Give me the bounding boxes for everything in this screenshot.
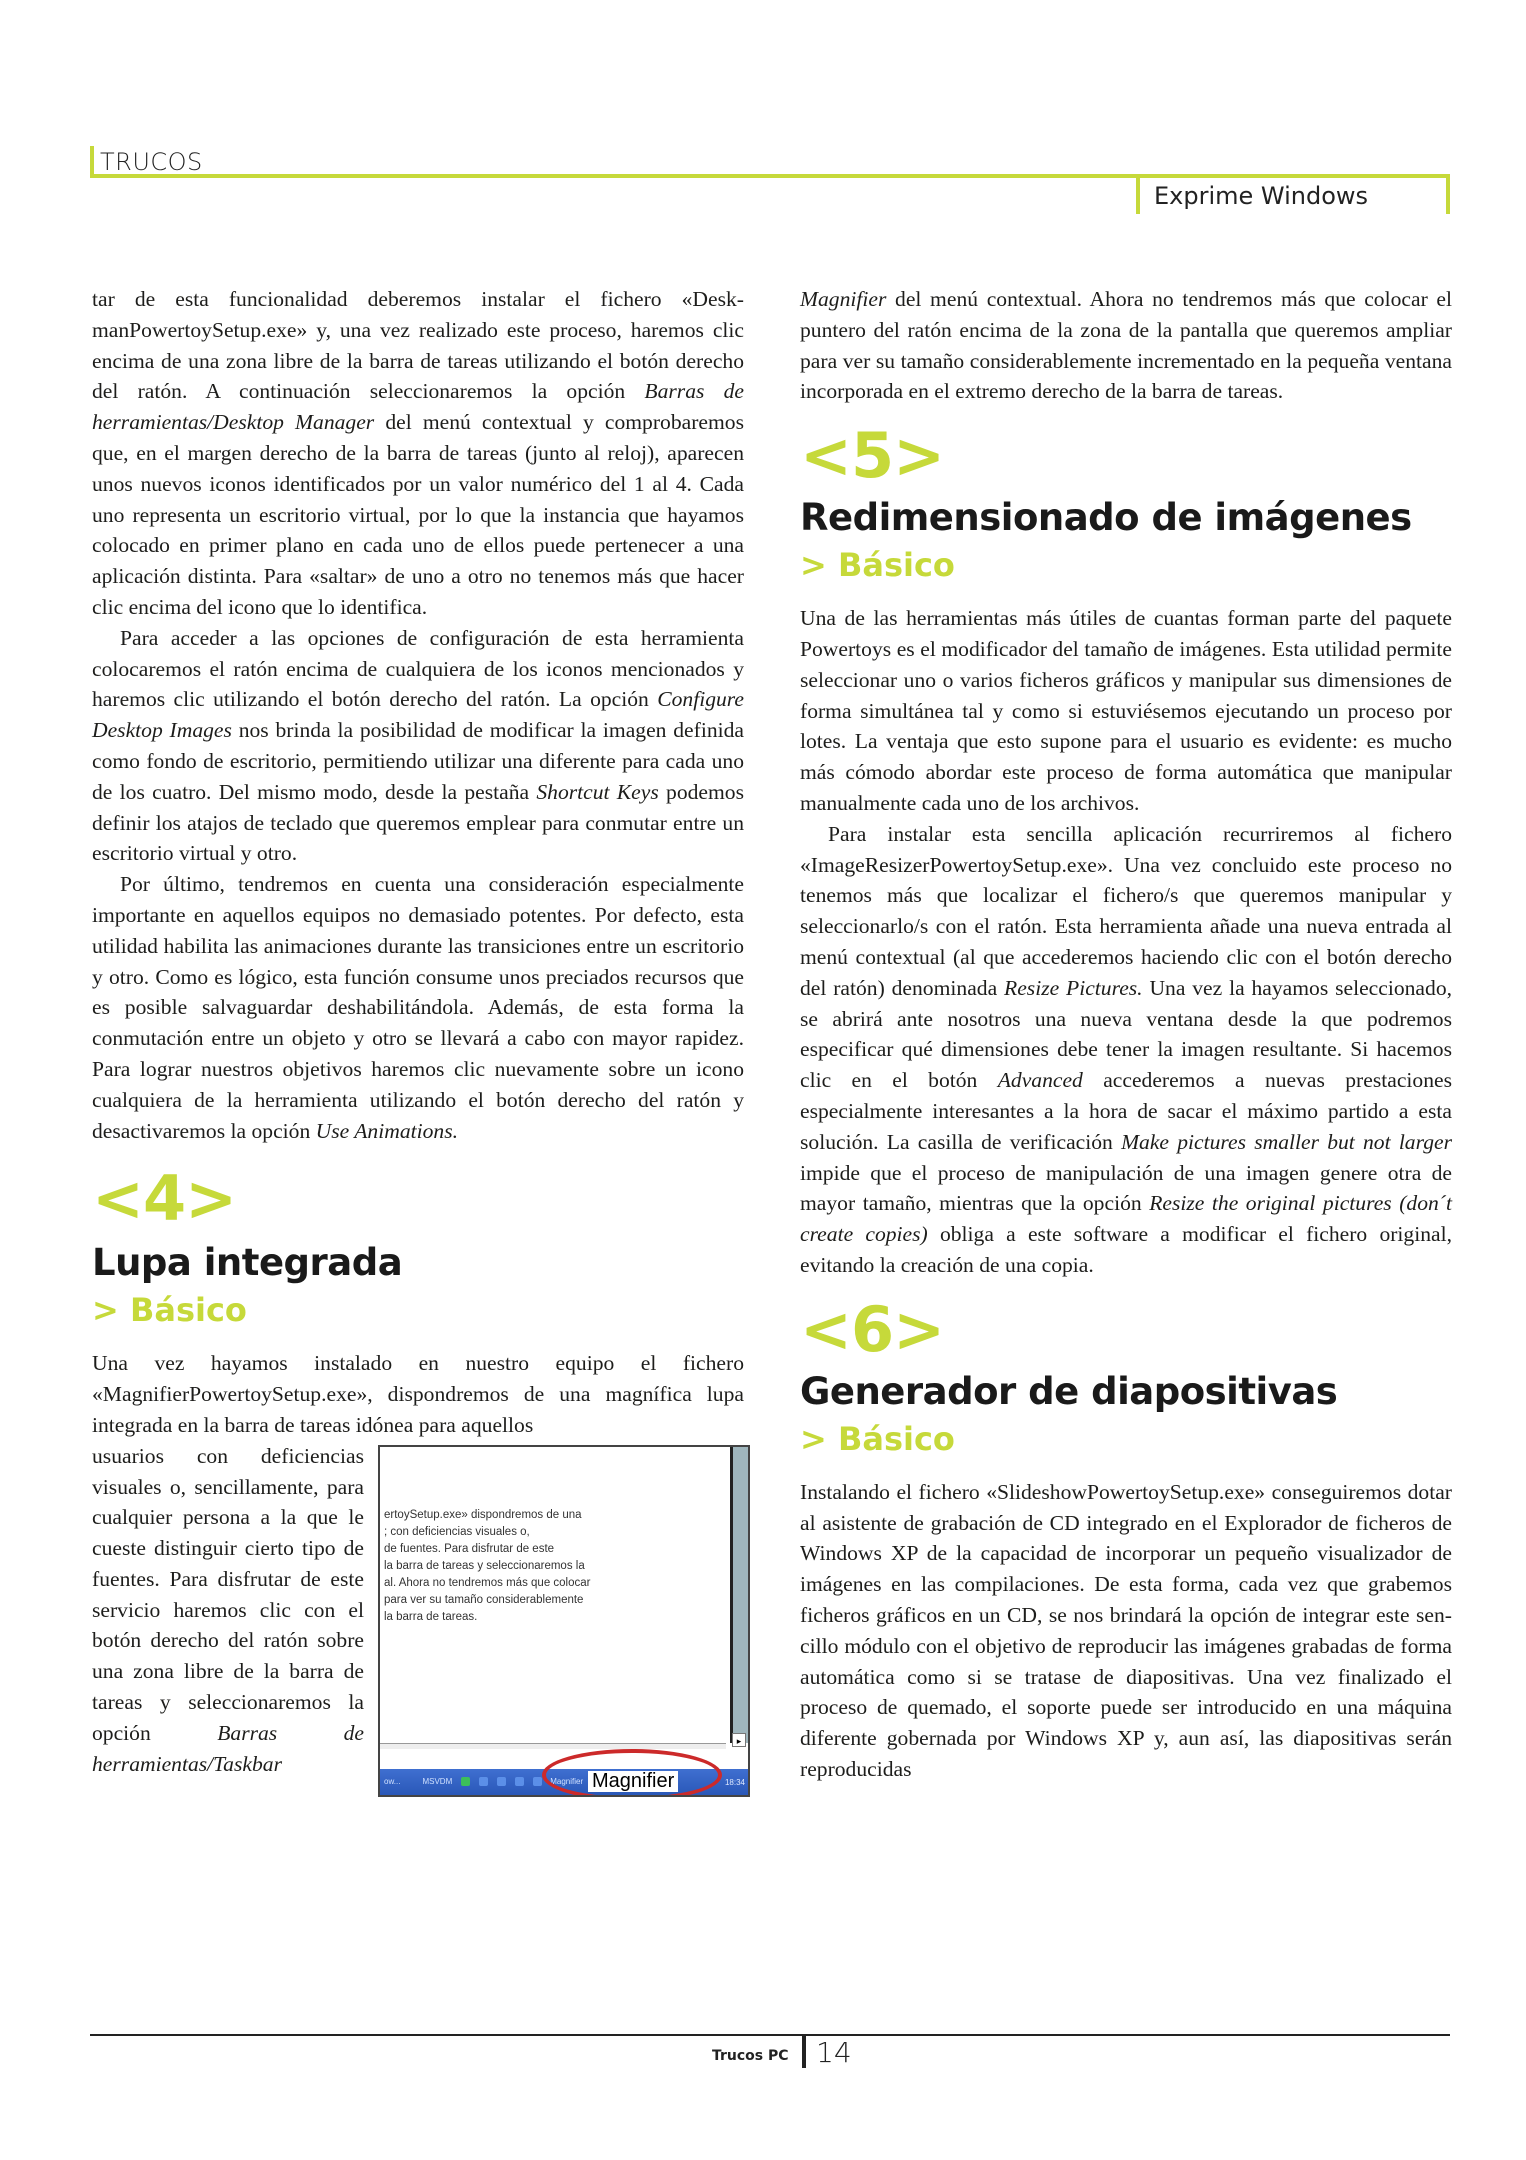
vertical-scrollbar [730, 1447, 748, 1743]
section-title: Lupa integrada [92, 1241, 403, 1285]
screenshot-document-text: ertoySetup.exe» dispondremos de una ; con deficiencias visuales o, de fuentes. Para disfrutar de este la barra de tareas y seleccionaremos la al. Ahora no tendremos más que colocar para ver su tamaño considerablemente la barra de tareas. [384, 1508, 591, 1623]
virtual-desktop-icon [461, 1777, 470, 1786]
left-column [92, 284, 745, 1792]
virtual-desktop-icon [479, 1777, 488, 1786]
section-header [90, 146, 1450, 178]
section-number: <4> [92, 1162, 237, 1236]
section-number: <6> [800, 1292, 945, 1366]
virtual-desktop-icon [515, 1777, 524, 1786]
subsection-label: Exprime Windows [1154, 182, 1369, 210]
system-clock: 18:34 [724, 1777, 745, 1787]
paragraph: Magnifier del menú contextual. Ahora no tendremos más que colocar el puntero del ratón encima de la zona de la pantalla que queremos ampliar para ver su tamaño considerablemente incrementado en la pequeña ventana incorporada en el extremo derecho de la barra de tareas. [800, 287, 1452, 404]
magazine-name: Trucos PC [712, 2048, 789, 2064]
taskbar-toolbar-label: MSVDM [422, 1777, 453, 1787]
paragraph: Una vez hayamos instalado en nuestro equipo el fichero «MagnifierPowertoySetup.exe», dispondremos de una magnífica lupa integrada en la barra de tareas idónea para aquellos [92, 1351, 744, 1437]
paragraph: Por último, tendremos en cuenta una consideración especialmente importante en aquellos equipos no demasiado potentes. Por defecto, esta utilidad habilita las animaciones durante las transiciones entre un escritorio y otro. Como es lógico, esta función consume unos preciados recursos que es posible salvaguardar deshabilitándola. Además, de esta forma la conmutación entre un objeto y otro se llevará a cabo con mayor rapidez. Para lograr nuestros objetivos haremos clic nuevamente sobre un icono cualquiera de la herramienta utilizando el botón derecho del ratón y desactivaremos la opción Use Animations. [92, 872, 744, 1143]
paragraph: Una de las herramientas más útiles de cuantas forman parte del paquete Powertoys es el modificador del tamaño de imágenes. Esta utilidad permite seleccionar uno o varios ficheros gráficos y manipular sus dimensiones de forma simultánea tal y como si estuviésemos ejecutando un proceso por lotes. La ventaja que esto supone para el usuario es evidente: es mucho más cómodo abordar este proceso de forma automática que manipular manualmente cada uno de los archivos. [800, 606, 1452, 815]
difficulty-level: > Básico [92, 1291, 247, 1330]
right-column [800, 284, 1452, 1785]
paragraph: usuarios con deficiencias visuales o, sencillamente, para cualquier persona a la que le cueste distinguir cierto tipo de fuentes. Para disfrutar de este servicio haremos clic con el botón derecho del ratón sobre una zona libre de la barra de tareas y seleccionaremos la opción Barras de herramientas/Taskbar [92, 1443, 365, 1776]
scroll-right-arrow-icon: ▸ [732, 1733, 746, 1747]
footer-divider [802, 2034, 806, 2068]
section-label: TRUCOS [100, 148, 203, 176]
paragraph: tar de esta funcionalidad deberemos instalar el fichero «DeskmanPowertoySetup.exe» y, una vez realizado este proceso, haremos clic encima de una zona libre de la barra de tareas utilizando el botón derecho del ratón. A continuación seleccionaremos la opción Barras de herramientas/Desktop Manager del menú contextual y comprobaremos que, en el margen derecho de la barra de tareas (junto al reloj), aparecen unos nuevos iconos identificados por un valor numérico del 1 al 4. Cada uno representa un escritorio virtual, por lo que la instancia que hayamos colocado en primer plano en cada uno de ellos puede pertenecer a una aplicación distinta. Para «saltar» de uno a otro no tenemos más que hacer clic encima del icono que lo identifica. [92, 287, 744, 619]
magnifier-window: Magnifier [588, 1771, 678, 1792]
virtual-desktop-icon [497, 1777, 506, 1786]
highlight-ellipse [542, 1749, 722, 1797]
magnifier-screenshot [378, 1445, 750, 1797]
virtual-desktop-icon [533, 1777, 542, 1786]
magnifier-toolbar-label: Magnifier [550, 1777, 584, 1787]
taskbar-window-button: ow... [384, 1777, 401, 1787]
subsection-header [1136, 178, 1450, 214]
footer-rule [90, 2034, 1450, 2036]
horizontal-scrollbar [380, 1743, 726, 1749]
paragraph: Instalando el fichero «SlideshowPowertoySetup.exe» conseguiremos dotar al asistente de grabación de CD integrado en el Explorador de ficheros de Windows XP de la capacidad de incorporar un pequeño visualizador de imágenes en las compilaciones. De esta forma, cada vez que grabemos ficheros gráficos en un CD, se nos brindará la opción de integrar este sencillo módulo con el objetivo de reproducir las imágenes grabadas de forma automática como si se tratase de diapositivas. Una vez finalizado el proceso de quemado, el soporte puede ser introducido en una máquina diferente gobernada por Windows XP y, aun así, las diapositivas serán reproducidas [800, 1479, 1452, 1781]
section-title: Redimensionado de imágenes [800, 496, 1412, 540]
inset-area [92, 1441, 745, 1792]
section-number: <5> [800, 419, 945, 493]
difficulty-level: > Básico [800, 1419, 955, 1458]
difficulty-level: > Básico [800, 546, 955, 585]
section-title: Generador de diapositivas [800, 1369, 1338, 1413]
paragraph: Para acceder a las opciones de configuración de esta herramienta colocaremos el ratón encima de cualquiera de los iconos mencionados y haremos clic utilizando el botón derecho del ratón. La opción Configure Desktop Images nos brinda la posibilidad de modificar la imagen definida como fondo de escritorio, permitiendo utilizar una diferente para cada uno de los cuatro. Del mismo modo, desde la pestaña Shortcut Keys podemos definir los atajos de teclado que queremos emplear para conmutar entre un escritorio virtual y otro. [92, 625, 744, 866]
page-number: 14 [816, 2036, 852, 2069]
paragraph: Para instalar esta sencilla aplicación recurriremos al fichero «ImageResizerPowertoySetup.exe». Una vez concluido este proceso no tenemos más que localizar el fichero/s que queremos manipular y seleccionarlo/s con el ratón. Esta herramienta añade una nueva entrada al menú contextual (al que accederemos haciendo clic con el botón derecho del ratón) denominada Resize Pictures. Una vez la hayamos seleccionado, se abrirá ante nosotros una nueva ventana desde la que podremos especificar qué dimensiones debe tener la imagen resultante. Si hacemos clic en el botón Advanced accederemos a nuevas prestaciones especialmente interesantes a la hora de sacar el máximo partido a esta solución. La casilla de verificación Make pictures smaller but not larger impide que el proceso de manipulación de una imagen genere otra de mayor tamaño, mientras que la opción Resize the original pictures (don´t create copies) obliga a este software a modificar el fichero original, evitando la creación de una copia. [800, 821, 1453, 1277]
